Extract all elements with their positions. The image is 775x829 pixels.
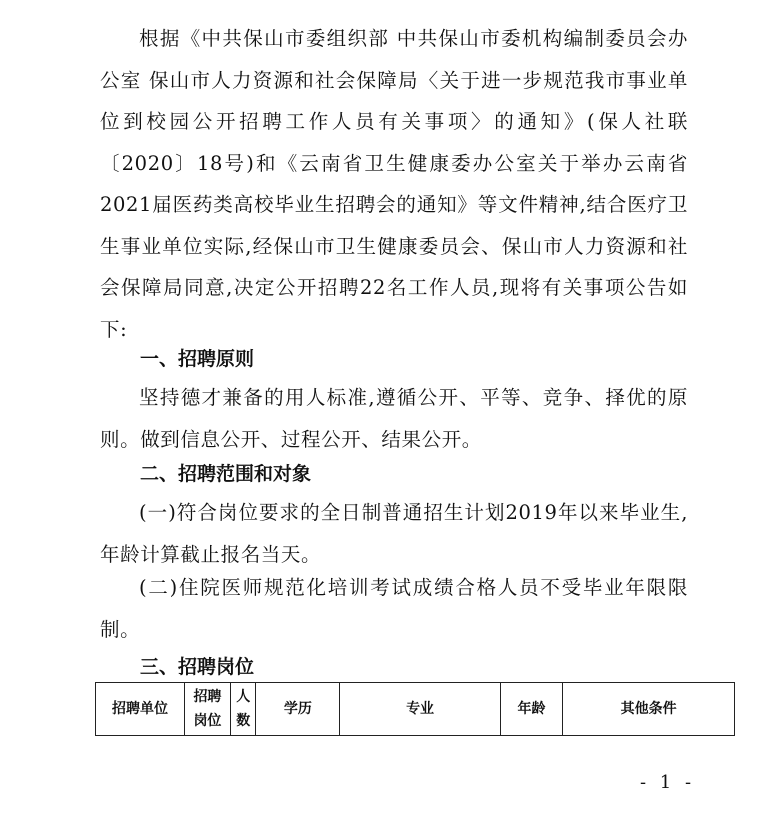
table-header-row: [96, 683, 735, 736]
intro-paragraph: 根据《中共保山市委组织部 中共保山市委机构编制委员会办公室 保山市人力资源和社会保障局〈关于进一步规范我市事业单位到校园公开招聘工作人员有关事项〉的通知》(保人社联〔2020〕18号)和《云南省卫生健康委办公室关于举办云南省2021届医药类高校毕业生招聘会的通知》等文件精神,结合医疗卫生事业单位实际,经保山市卫生健康委员会、保山市人力资源和社会保障局同意,决定公开招聘22名工作人员,现将有关事项公告如下:: [100, 27, 688, 341]
section-heading-positions: 三、招聘岗位: [140, 656, 255, 678]
col-header-count: 人数: [230, 683, 256, 736]
scope-item-1: (一)符合岗位要求的全日制普通招生计划2019年以来毕业生,年龄计算截止报名当天。: [100, 501, 688, 566]
section-heading-scope: 二、招聘范围和对象: [140, 463, 312, 485]
col-header-major: 专业: [340, 683, 501, 736]
section-heading-principles: 一、招聘原则: [140, 348, 255, 370]
col-header-unit: 招聘单位: [96, 683, 185, 736]
col-header-post: 招聘岗位: [184, 683, 230, 736]
col-header-age: 年龄: [500, 683, 562, 736]
scope-item-2: (二)住院医师规范化培训考试成绩合格人员不受毕业年限限制。: [100, 576, 688, 641]
page-number: - 1 -: [640, 772, 696, 793]
col-header-other: 其他条件: [563, 683, 735, 736]
col-header-education: 学历: [256, 683, 340, 736]
principles-paragraph: 坚持德才兼备的用人标准,遵循公开、平等、竞争、择优的原则。做到信息公开、过程公开、结果公开。: [100, 386, 688, 451]
positions-table: [95, 682, 735, 736]
